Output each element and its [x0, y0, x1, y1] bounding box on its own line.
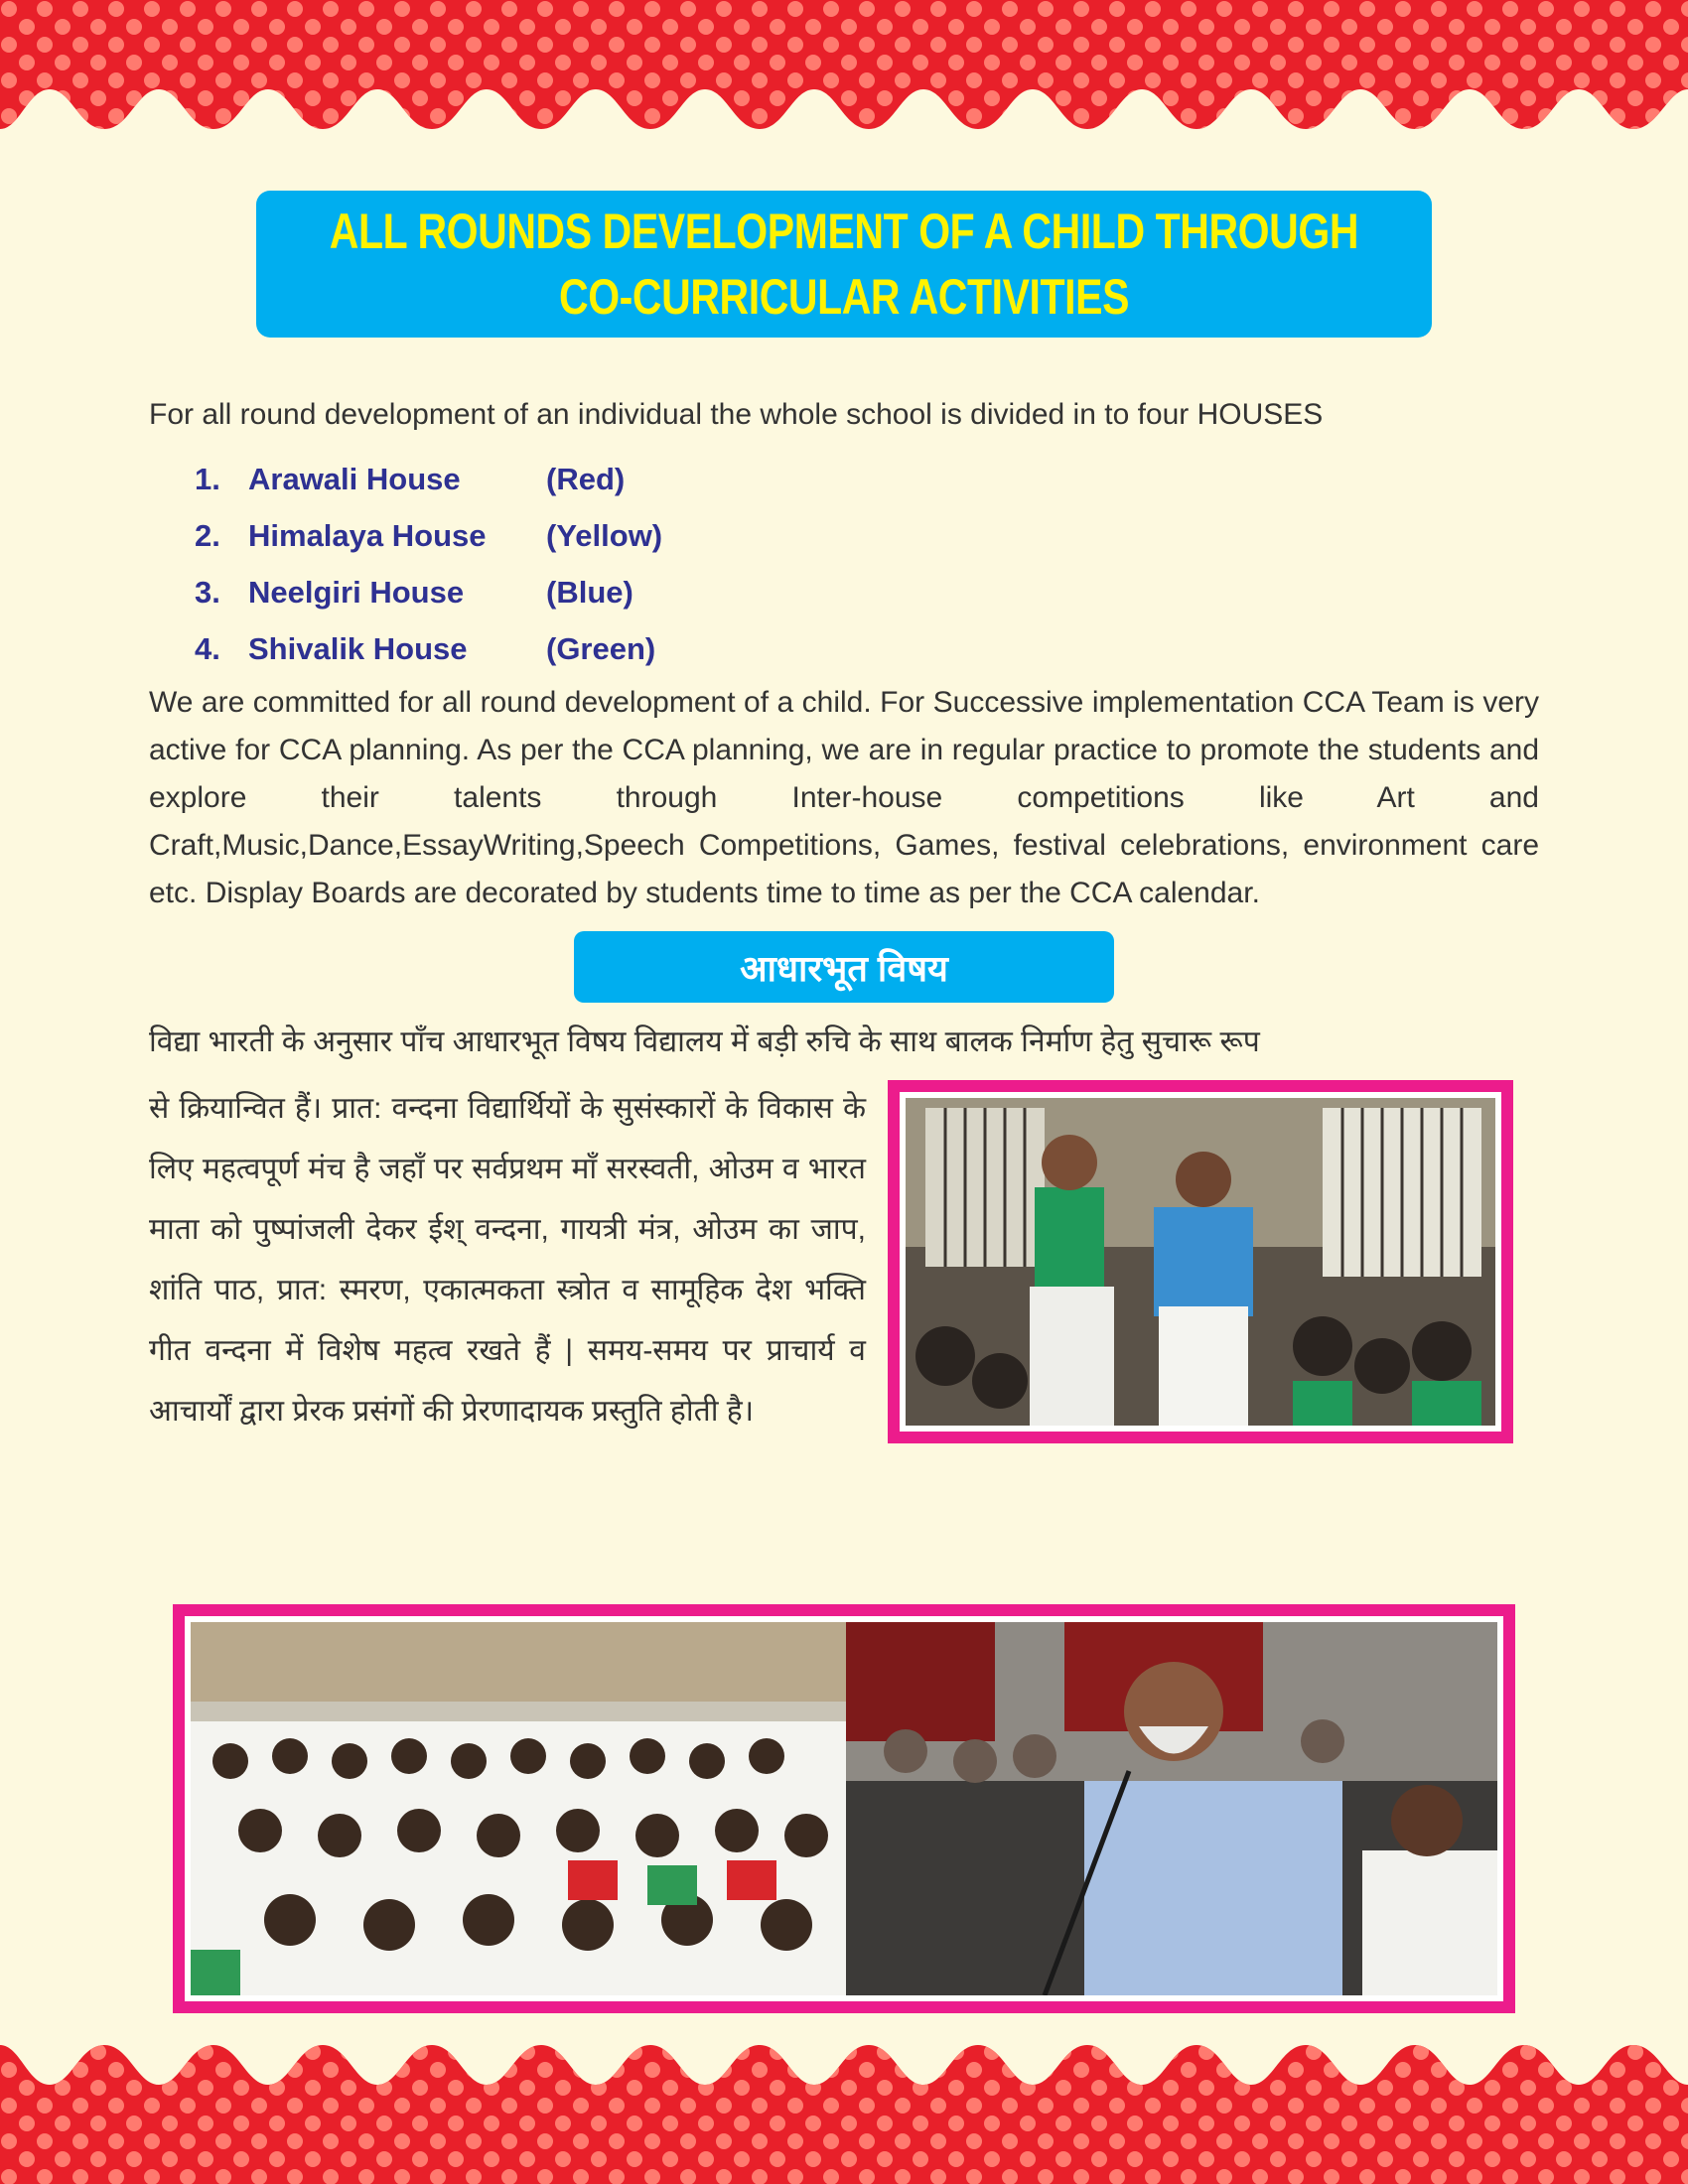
house-number: 3. — [195, 574, 220, 610]
classroom-photo — [906, 1098, 1495, 1426]
main-title-line-2: CO-CURRICULAR ACTIVITIES — [558, 269, 1129, 325]
house-name: Shivalik House — [248, 630, 468, 666]
house-name: Arawali House — [248, 461, 461, 496]
section-heading-banner — [574, 931, 1114, 1003]
assembly-photo-frame — [173, 1604, 1515, 2013]
top-decorative-band — [0, 0, 1688, 159]
house-number: 1. — [195, 461, 220, 496]
hindi-paragraph: से क्रियान्वित हैं। प्रात: वन्दना विद्यार्थियों के सुसंस्कारों के विकास के लिए महत्वपूर्ण मंच है जहाँ पर सर्वप्रथम माँ सरस्वती, ओउम व भारत माता को पुष्पांजली देकर ईश् वन्दना, गायत्री मंत्र, ओउम का जाप, शांति पाठ, प्रात: स्मरण, एकात्मकता स्त्रोत व सामूहिक देश भक्ति गीत वन्दना में विशेष महत्व रखते हैं | समय-समय पर प्राचार्य व आचार्यों द्वारा प्रेरक प्रसंगों की प्रेरणादायक प्रस्तुति होती है। — [149, 1092, 866, 1428]
list-item — [195, 620, 662, 677]
house-name: Neelgiri House — [248, 574, 465, 610]
commitment-paragraph: We are committed for all round development of a child. For Successive implementation CCA Team is very active for CCA planning. As per the CCA planning, we are in regular practice to promote the students and explore their talents through Inter-house competitions like Art and Craft,Music,Dance,EssayWriting,Speech Competitions, Games, festival celebrations, environment care etc. Display Boards are decorated by students time to time as per the CCA calendar. — [149, 686, 1539, 909]
list-item — [195, 564, 662, 620]
house-color: (Yellow) — [546, 517, 663, 553]
classroom-photo-frame — [888, 1080, 1513, 1443]
hindi-paragraph-first-line: विद्या भारती के अनुसार पाँच आधारभूत विषय विद्यालय में बड़ी रुचि के साथ बालक निर्माण हेतु सुचारू रूप — [149, 1025, 1260, 1058]
main-title-banner — [256, 191, 1432, 338]
section-heading: आधारभूत विषय — [740, 947, 948, 989]
list-item — [195, 507, 662, 564]
houses-list — [195, 451, 662, 677]
house-color: (Red) — [546, 461, 626, 496]
house-color: (Green) — [546, 630, 656, 666]
house-color: (Blue) — [546, 574, 633, 610]
house-number: 4. — [195, 630, 220, 666]
intro-text: For all round development of an individual the whole school is divided in to four HOUSES — [149, 398, 1324, 431]
list-item — [195, 451, 662, 507]
house-number: 2. — [195, 517, 220, 553]
assembly-photo — [191, 1622, 1497, 1995]
house-name: Himalaya House — [248, 517, 487, 553]
bottom-decorative-band — [0, 2025, 1688, 2184]
main-title-line-1: ALL ROUNDS DEVELOPMENT OF A CHILD THROUGH — [329, 204, 1359, 259]
